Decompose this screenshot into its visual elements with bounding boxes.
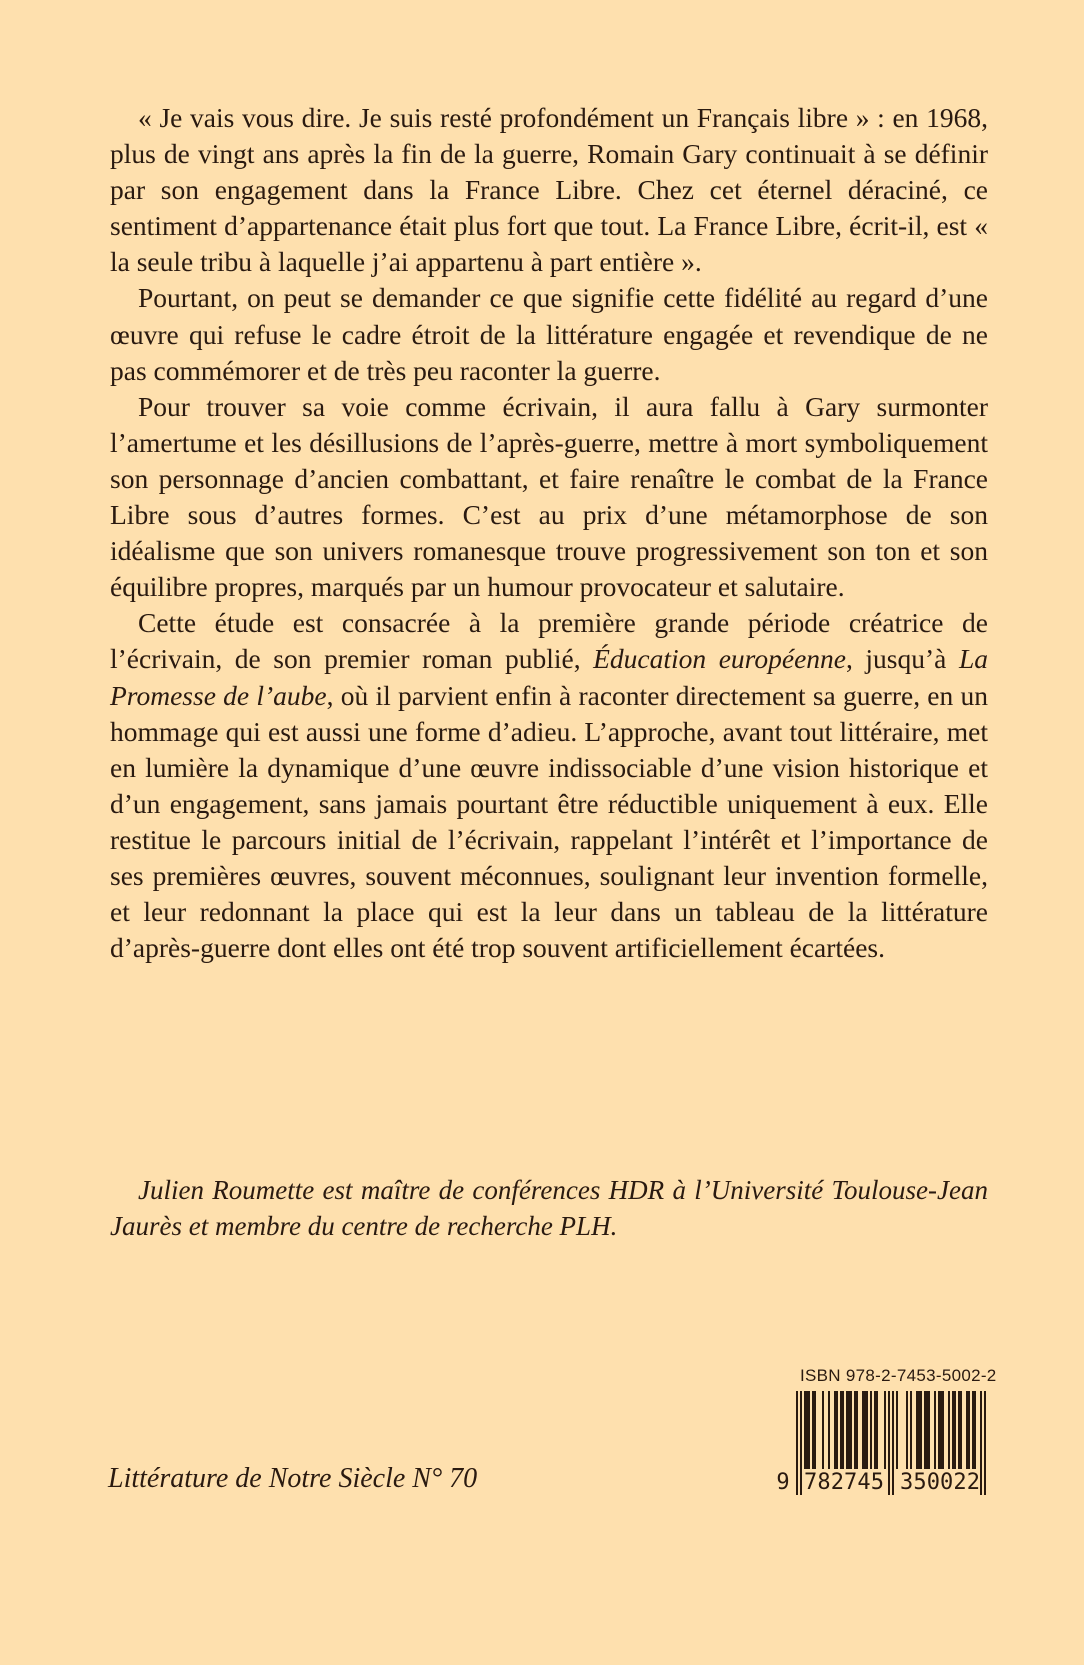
barcode-guard-bar — [888, 1391, 890, 1495]
barcode-guard-bar — [796, 1391, 798, 1495]
blurb-paragraph-4 — [110, 605, 988, 966]
barcode-bar — [920, 1391, 922, 1469]
barcode-guard-bar — [800, 1391, 802, 1495]
barcode-bar — [822, 1391, 824, 1469]
barcode-bar — [842, 1391, 844, 1469]
barcode-bar — [850, 1391, 852, 1469]
barcode-bar — [916, 1391, 918, 1469]
barcode-bar — [928, 1391, 930, 1469]
barcode-bar — [856, 1391, 858, 1469]
barcode-bar — [834, 1391, 836, 1469]
barcode-bar — [926, 1391, 928, 1469]
barcode-bar — [836, 1391, 838, 1469]
barcode-bar — [924, 1391, 926, 1469]
barcode-bar — [958, 1391, 960, 1469]
barcode-guard-bar — [980, 1391, 982, 1495]
barcode-bar — [896, 1391, 898, 1469]
barcode-bar — [910, 1391, 912, 1469]
ean13-barcode — [774, 1391, 996, 1499]
barcode-bar — [966, 1391, 968, 1469]
barcode-bar — [968, 1391, 970, 1469]
barcode-bar — [960, 1391, 962, 1469]
barcode-bar — [804, 1391, 806, 1469]
barcode-bar — [940, 1391, 942, 1469]
text-run: Cette étude est consacrée à la première grande période créatrice de l’écrivain, de son premier roman publié, — [110, 607, 988, 675]
isbn-label: ISBN 978-2-7453-5002-2 — [800, 1366, 997, 1385]
barcode-bar — [942, 1391, 944, 1469]
barcode-digits-left: 782745 — [804, 1470, 884, 1495]
author-bio: Julien Roumette est maître de conférences HDR à l’Université Toulouse-Jean Jaurès et membre du centre de recherche PLH. — [110, 1175, 988, 1241]
text-run: Pourtant, on peut se demander ce que signifie cette fidélité au regard d’une œuvre qui refuse le cadre étroit de la littérature engagée et revendique de ne pas commémorer et de très peu raconter la guerre. — [110, 282, 988, 386]
barcode-bar — [806, 1391, 808, 1469]
barcode-digit-first: 9 — [776, 1470, 790, 1495]
barcode-bar — [846, 1391, 848, 1469]
barcode-bar — [952, 1391, 954, 1469]
series-title: Littérature de Notre Siècle N° 70 — [108, 1463, 478, 1494]
barcode-digits-right: 350022 — [900, 1470, 980, 1495]
barcode-bar — [864, 1391, 866, 1469]
barcode-bar — [828, 1391, 830, 1469]
text-run: Pour trouver sa voie comme écrivain, il aura fallu à Gary surmonter l’amertume et les désillusions de l’après-guerre, mettre à mort symboliquement son personnage d’ancien combattant, et faire renaître le combat de la France Libre sous d’autres formes. C’est au prix d’une métamorphose de son idéalisme que son univers romanesque trouve progressivement son ton et son équilibre propres, marqués par un humour provocateur et salutaire. — [110, 390, 988, 603]
blurb-paragraph-2 — [110, 280, 988, 388]
barcode-bar — [954, 1391, 956, 1469]
barcode-bar — [874, 1391, 876, 1469]
text-run: , jusqu’à — [845, 643, 959, 675]
barcode-guard-bar — [892, 1391, 894, 1495]
blurb-paragraph-1 — [110, 100, 988, 280]
barcode-bar — [938, 1391, 940, 1469]
barcode-bar — [866, 1391, 868, 1469]
text-run: « Je vais vous dire. Je suis resté profondément un Français libre » : en 1968, plus de vingt ans après la fin de la guerre, Romain Gary continuait à se définir par son engagement dans la France Libre. Chez cet éternel déraciné, ce sentiment d’appartenance était plus fort que tout. La France Libre, écrit-il, est « la seule tribu à laquelle j’ai appartenu à part entière ». — [110, 102, 988, 278]
barcode-bar — [854, 1391, 856, 1469]
barcode-bar — [972, 1391, 974, 1469]
barcode-bar — [840, 1391, 842, 1469]
barcode-guard-bar — [984, 1391, 986, 1495]
text-run: , où il parvient enfin à raconter directement sa guerre, en un hommage qui est aussi une forme d’adieu. L’approche, avant tout littéraire, met en lumière la dynamique d’une œuvre indissociable d’une vision historique et d’un engagement, sans jamais pourtant être réductible uniquement à eux. Elle restitue le parcours initial de l’écrivain, rappelant l’intérêt et l’importance de ses premières œuvres, souvent méconnues, soulignant leur invention formelle, et leur redonnant la place qui est la leur dans un tableau de la littérature d’après-guerre dont elles ont été trop souvent artificiellement écartées. — [110, 679, 988, 964]
barcode-bar — [862, 1391, 864, 1469]
barcode-bar — [848, 1391, 850, 1469]
back-cover-blurb — [110, 100, 988, 966]
barcode-bar — [812, 1391, 814, 1469]
book-title: La Promesse de l’aube — [110, 643, 988, 711]
barcode-bar — [918, 1391, 920, 1469]
barcode-bar — [876, 1391, 878, 1469]
barcode-bar — [808, 1391, 810, 1469]
barcode-bar — [870, 1391, 872, 1469]
barcode-bar — [884, 1391, 886, 1469]
barcode-bar — [974, 1391, 976, 1469]
blurb-paragraph-3 — [110, 389, 988, 606]
barcode-bar — [814, 1391, 816, 1469]
barcode-bar — [934, 1391, 936, 1469]
barcode-bar — [948, 1391, 950, 1469]
book-title: Éducation européenne — [593, 643, 846, 675]
barcode-bar — [906, 1391, 908, 1469]
